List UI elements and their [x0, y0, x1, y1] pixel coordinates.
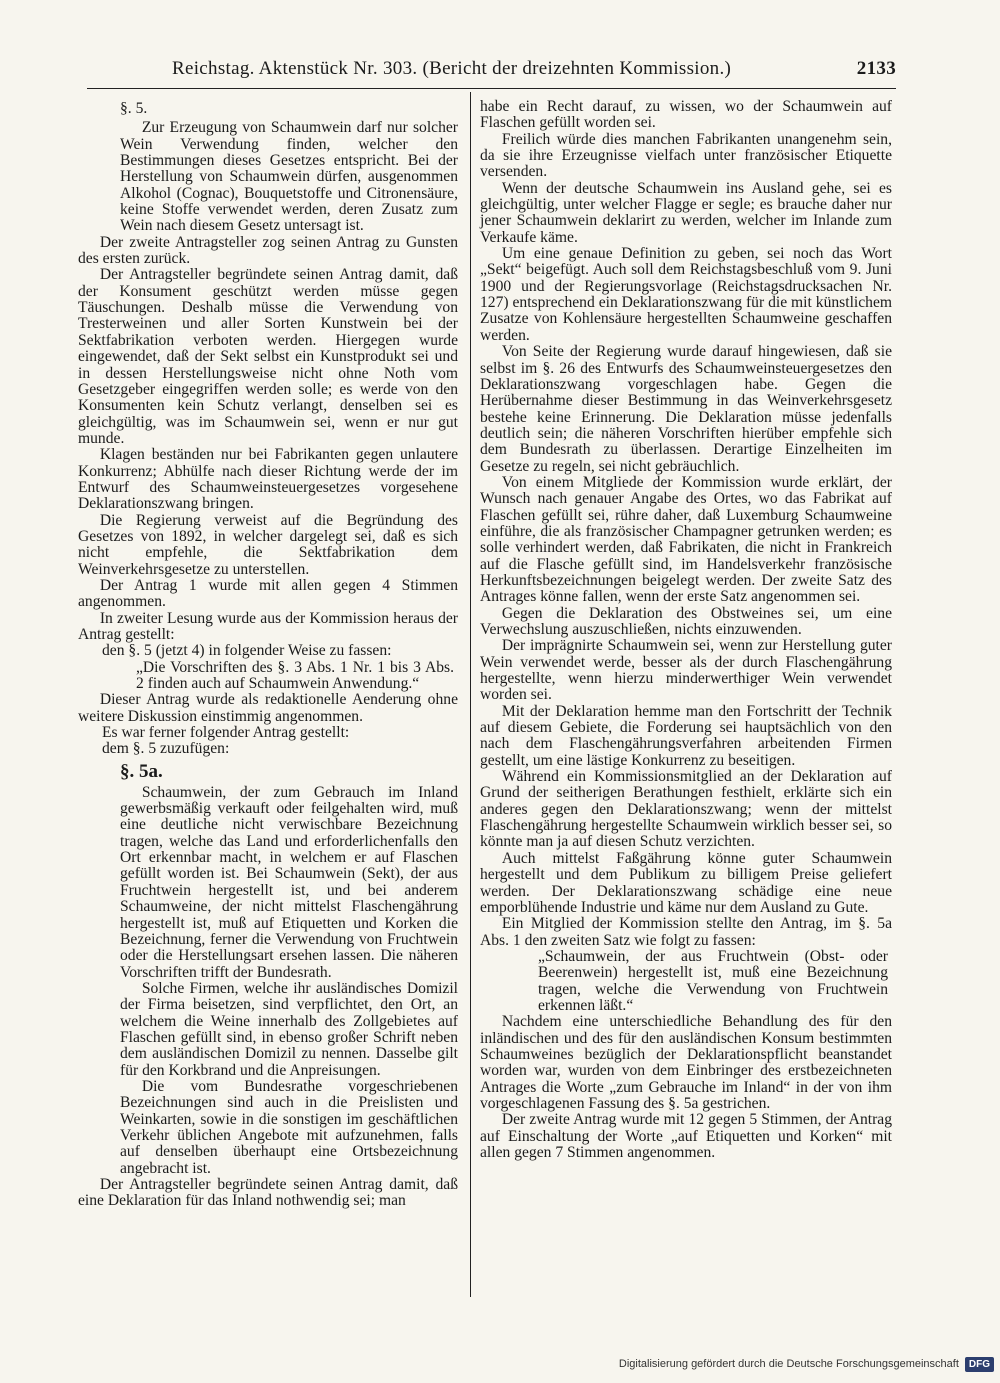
column-divider [470, 92, 471, 1297]
paragraph: Der zweite Antragsteller zog seinen Antrag zu Gunsten des ersten zurück. [78, 233, 458, 268]
paragraph: Der imprägnirte Schaumwein sei, wenn zur Herstellung guter Wein verwendet werde, besser als der durch Flaschengährung hergestellte, wenn hierzu minderwerthiger Wein verwendet worden sei. [480, 637, 892, 704]
paragraph: Der Antrag 1 wurde mit allen gegen 4 Stimmen angenommen. [78, 576, 458, 611]
paragraph: Der Antragsteller begründete seinen Antrag damit, daß eine Deklaration für das Inland nothwendig sei; man [78, 1176, 458, 1210]
paragraph: Mit der Deklaration hemme man den Fortschritt der Technik auf diesem Gebiete, die Forderung sei hauptsächlich von den nach dem Flaschengährungsverfahren arbeitenden Firmen gestellt, um eine lästige Konkurrenz zu beseitigen. [480, 702, 892, 769]
paragraph: Es war ferner folgender Antrag gestellt: [102, 724, 350, 742]
section-5-block [78, 101, 458, 235]
section-5-heading: §. 5. [120, 100, 148, 117]
paragraph: Dieser Antrag wurde als redaktionelle Aenderung ohne weitere Diskussion einstimmig angenommen. [78, 691, 458, 725]
paragraph: Nachdem eine unterschiedliche Behandlung des für den inländischen und des für den ausländischen Konsum bestimmten Schaumweines bezüglich der Deklarationspflicht beanstandet worden war, wurden von dem Einbringer des erstbezeichneten Antrages die Worte „zum Gebrauche im Inland“ in der von ihm vorgeschlagenen Fassung des §. 5a gestrichen. [480, 1013, 892, 1112]
paragraph: habe ein Recht darauf, zu wissen, wo der Schaumwein auf Flaschen gefüllt worden sei. [480, 98, 892, 132]
header-rule [87, 88, 896, 89]
paragraph: Auch mittelst Faßgährung könne guter Schaumwein hergestellt und dem Publikum zu billigem Preise geliefert werden. Der Deklarationszwang schädige eine neue emporblühende Industrie und käme nur dem Ausland zu Gute. [480, 849, 892, 916]
paragraph: Während ein Kommissionsmitglied an der Deklaration auf Grund der seitherigen Berathungen festhielt, erklärte sich ein anderes gegen den Deklarationszwang; wenn der mittelst Flaschengährung hergestellte Schaumwein wirklich besser sei, so könnte man ja auf diesen Schutz verzichten. [480, 768, 892, 851]
page-header [172, 58, 896, 86]
quote: „Die Vorschriften des §. 3 Abs. 1 Nr. 1 bis 3 Abs. 2 finden auch auf Schaumwein Anwendung.“ [136, 658, 454, 693]
paragraph: Ein Mitglied der Kommission stellte den Antrag, im §. 5a Abs. 1 den zweiten Satz wie folgt zu fassen: [480, 915, 892, 949]
section-5a-block [78, 761, 458, 1177]
section-5-text: Zur Erzeugung von Schaumwein darf nur solcher Wein Verwendung finden, welcher den Bestimmungen dieses Gesetzes entspricht. Bei der Herstellung von Schaumwein dürfen, ausgenommen Alkohol (Cognac), Bouquetstoffe und Citronensäure, keine Stoffe verwendet werden, deren Zusatz zum Wein nach diesem Gesetz untersagt ist. [120, 119, 458, 235]
paragraph: Von Seite der Regierung wurde darauf hingewiesen, daß sie selbst im §. 26 des Entwurfs des Schaumweinsteuergesetzes den Deklarationszwang vorgeschlagen habe. Gegen die Herübernahme dieser Bestimmung in das Weinverkehrsgesetz bestehe keine Erinnerung. Die Deklaration müsse jedenfalls deutlich sein; die näheren Vorschriften hierüber empfehle sich dem Bundesrath zu überlassen. Derartige Einzelheiten im Gesetze zu regeln, sei nicht gebräuchlich. [480, 343, 892, 475]
paragraph: Freilich würde dies manchen Fabrikanten unangenehm sein, da sie ihre Erzeugnisse vielfach unter französischer Etiquette versenden. [480, 130, 892, 181]
paragraph: Der Antragsteller begründete seinen Antrag damit, daß der Konsument geschützt werden müsse gegen Täuschungen. Deshalb müsse die Verwendung von Tresterweinen und aller Sorten Kunstwein bei der Sektfabrikation verboten werden. Hiergegen wurde eingewendet, daß der Sekt selbst ein Kunstprodukt sei und in dessen Herstellungsweise nicht ohne Noth vom Gesetzgeber eingegriffen werden solle; es werde von den Konsumenten kein Schutz verlangt, denselben sei es gleichgültig, was im Schaumwein sei, wenn er nur gut munde. [78, 266, 458, 447]
paragraph: In zweiter Lesung wurde aus der Kommission heraus der Antrag gestellt: [78, 609, 458, 643]
paragraph: Klagen beständen nur bei Fabrikanten gegen unlautere Konkurrenz; Abhülfe nach dieser Richtung werde der im Entwurf des Schaumweinsteuergesetzes vorgesehene Deklarationszwang bringen. [78, 446, 458, 513]
page-number: 2133 [856, 58, 896, 79]
paragraph: Die Regierung verweist auf die Begründung des Gesetzes von 1892, in welcher dargelegt sei, daß es sich nicht empfehle, die Sektfabrikation dem Weinverkehrsgesetze zu unterstellen. [78, 511, 458, 578]
digitization-footer [604, 1353, 1000, 1375]
paragraph: dem §. 5 zuzufügen: [102, 740, 230, 758]
dfg-logo: DFG [965, 1357, 994, 1372]
running-title: Reichstag. Aktenstück Nr. 303. (Bericht der dreizehnten Kommission.) [172, 58, 732, 79]
footer-text: Digitalisierung gefördert durch die Deutsche Forschungsgemeinschaft [618, 1358, 959, 1370]
paragraph: Gegen die Deklaration des Obstweines sei, um eine Verwechslung auszuschließen, nichts einzuwenden. [480, 604, 892, 638]
quote: „Schaumwein, der aus Fruchtwein (Obst- oder Beerenwein) hergestellt ist, muß eine Bezeichnung tragen, welche die Verwendung von Fruchtwein erkennen läßt.“ [538, 947, 888, 1014]
section-5a-paragraph: Schaumwein, der zum Gebrauch im Inland gewerbsmäßig verkauft oder feilgehalten wird, muß eine deutliche nicht verwischbare Bezeichnung tragen, welche das Land und erforderlichenfalls den Ort erkennbar macht, in welchem er auf Flaschen gefüllt worden ist. Bei Schaumwein (Sekt), der aus Fruchtwein hergestellt ist, und bei anderem Schaumweine, der nicht mittelst Flaschengährung hergestellt ist, muß auf Etiquetten und Korken die Bezeichnung, ferner die Verwendung von Fruchtwein oder die Herstellungsart ersehen lassen. Die näheren Vorschriften trifft der Bundesrath. [120, 783, 458, 981]
section-5a-paragraph: Solche Firmen, welche ihr ausländisches Domizil der Firma beisetzen, sind verpflichtet, den Ort, an welchem die Weine innerhalb des Zollgebietes auf Flaschen gefüllt sind, in ebenso großer Schrift neben dem ausländischen Domizil zu nennen. Dasselbe gilt für den Korkbrand und die Anpreisungen. [120, 979, 458, 1079]
paragraph: Um eine genaue Definition zu geben, sei noch das Wort „Sekt“ beigefügt. Auch soll dem Reichstagsbeschluß vom 9. Juni 1900 und der Regierungsvorlage (Reichstagsdrucksachen Nr. 127) entsprechend ein Deklarationszwang für die mit künstlichem Zusatze von Kohlensäure hergestellten Schaumweine geschaffen werden. [480, 245, 892, 344]
section-5a-paragraph: Die vom Bundesrathe vorgeschriebenen Bezeichnungen sind auch in die Preislisten und Weinkarten, sowie in die sonstigen im geschäftlichen Verkehr üblichen Angebote mit aufzunehmen, falls auf denselben überhaupt eine Ortsbezeichnung angebracht ist. [120, 1077, 458, 1177]
paragraph: Von einem Mitgliede der Kommission wurde erklärt, der Wunsch nach genauer Angabe des Ortes, wo das Fabrikat auf Flaschen gefüllt sei, rühre daher, daß Luxemburg Schaumweine einführe, die als französischer Champagner getrunken werden; es solle verhindert werden, daß Fabrikaten, die nicht in Frankreich auf die Flasche gefüllt sind, im Handelsverkehr französische Herkunftsbezeichnungen beigelegt werden. Der zweite Satz des Antrages könne fallen, wenn der erste Satz angenommen sei. [480, 473, 892, 606]
left-column [78, 99, 458, 1210]
section-5a-heading: §. 5a. [120, 760, 163, 782]
paragraph: Der zweite Antrag wurde mit 12 gegen 5 Stimmen, der Antrag auf Einschaltung der Worte „auf Etiquetten und Korken“ mit allen gegen 7 Stimmen angenommen. [480, 1111, 892, 1161]
paragraph: den §. 5 (jetzt 4) in folgender Weise zu fassen: [102, 642, 392, 660]
paragraph: Wenn der deutsche Schaumwein ins Ausland gehe, sei es gleichgültig, unter welcher Flagge er segle; es brauche daher nur jener Schaumwein deklarirt zu werden, welcher im Inlande zum Verkaufe käme. [480, 179, 892, 246]
right-column [480, 99, 892, 1161]
